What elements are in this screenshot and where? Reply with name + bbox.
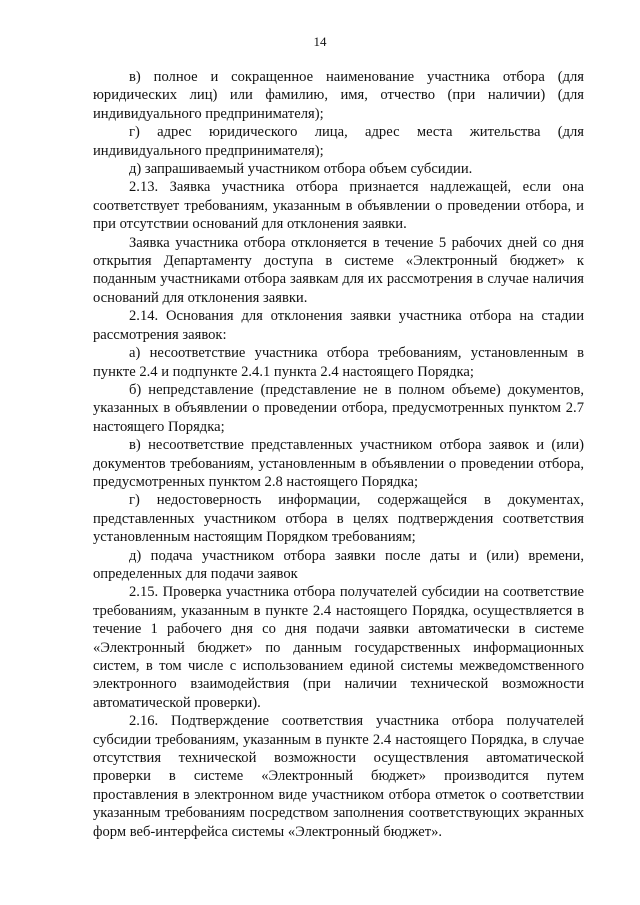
paragraph-2-16: 2.16. Подтверждение соответствия участника отбора получателей субсидии требованиям, указанным в пункте 2.4 настоящего Порядка, в случае отсутствия технической возможности осуществления автоматической проверки в системе «Электронный бюджет» производится путем проставления в электронном виде участником отбора отметок о соответствии указанным требованиям посредством заполнения соответствующих экранных форм веб-интерфейса системы «Электронный бюджет». (93, 713, 584, 840)
paragraph-2-14: 2.14. Основания для отклонения заявки участника отбора на стадии рассмотрения заявок: (93, 308, 584, 343)
page-number: 14 (313, 34, 327, 49)
paragraph-item-d: д) запрашиваемый участником отбора объем субсидии. (129, 161, 473, 178)
paragraph-2-13: 2.13. Заявка участника отбора признается надлежащей, если она соответствует требованиям, указанным в объявлении о проведении отбора, и при отсутствии оснований для отклонения заявки. (93, 179, 584, 233)
paragraph-2-14-b: б) непредставление (представление не в полном объеме) документов, указанных в объявлении о проведении отбора, предусмотренных пунктом 2.7 настоящего Порядка; (93, 381, 584, 435)
paragraph-2-14-g: г) недостоверность информации, содержащейся в документах, представленных участником отбора в целях подтверждения соответствия установленным настоящим Порядком требованиям; (93, 492, 584, 546)
document-body (93, 68, 584, 841)
paragraph-item-g: г) адрес юридического лица, адрес места жительства (для индивидуального предпринимателя); (93, 124, 584, 159)
paragraph-2-15: 2.15. Проверка участника отбора получателей субсидии на соответствие требованиям, указанным в пункте 2.4 настоящего Порядка, осуществляется в течение 1 рабочего дня со дня подачи заявки автоматически в системе «Электронный бюджет» по данным государственных информационных систем, в том числе с использованием единой системы межведомственного электронного взаимодействия (при наличии технической возможности автоматической проверки). (93, 584, 584, 711)
paragraph-2-14-a: а) несоответствие участника отбора требованиям, установленным в пункте 2.4 и подпункте 2.4.1 пункта 2.4 настоящего Порядка; (93, 345, 584, 380)
paragraph-2-14-d: д) подача участником отбора заявки после даты и (или) времени, определенных для подачи заявок (93, 547, 584, 582)
paragraph-rejection-term: Заявка участника отбора отклоняется в течение 5 рабочих дней со дня открытия Департаменту доступа в системе «Электронный бюджет» к поданным участниками отбора заявкам для их рассмотрения в случае наличия оснований для отклонения заявки. (93, 234, 584, 306)
paragraph-2-14-v: в) несоответствие представленных участником отбора заявок и (или) документов требованиям, установленным в объявлении о проведении отбора, предусмотренных пунктом 2.8 настоящего Порядка; (93, 437, 584, 490)
paragraph-item-v: в) полное и сокращенное наименование участника отбора (для юридических лиц) или фамилию, имя, отчество (при наличии) (для индивидуального предпринимателя); (93, 69, 584, 122)
